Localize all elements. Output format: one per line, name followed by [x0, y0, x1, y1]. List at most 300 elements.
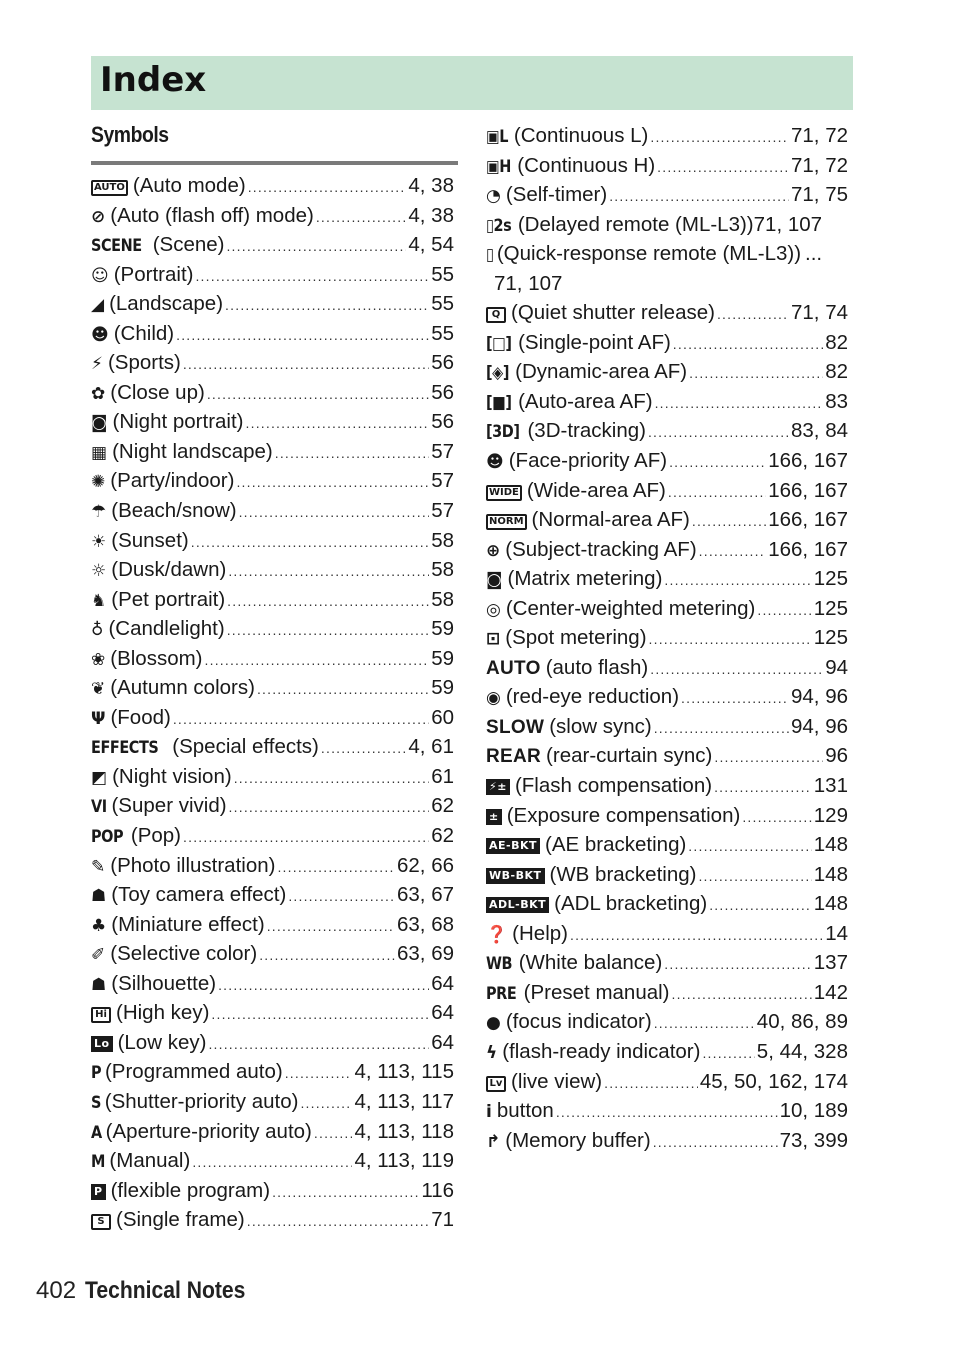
dot-leader	[183, 830, 429, 844]
dusk-dawn-icon: ☼	[91, 561, 107, 582]
dot-leader	[604, 1076, 698, 1090]
entry-label: (Delayed remote (ML-L3))	[517, 212, 754, 236]
index-entry[interactable]	[91, 703, 454, 733]
beach-snow-icon: ☂	[91, 502, 107, 523]
index-entry[interactable]	[486, 1037, 848, 1067]
index-entry[interactable]	[486, 505, 848, 535]
dot-leader	[688, 839, 811, 853]
entry-pages: 166, 167	[768, 478, 848, 502]
entry-label: (Beach/snow)	[111, 499, 237, 523]
dot-leader	[664, 957, 812, 971]
index-entry[interactable]	[91, 732, 454, 762]
entry-label: (red-eye reduction)	[505, 685, 680, 709]
dot-leader	[267, 919, 395, 933]
entry-label: (Flash compensation)	[514, 774, 713, 798]
index-entry[interactable]	[486, 741, 848, 771]
candlelight-icon: ♁	[91, 620, 104, 641]
dot-leader	[714, 750, 823, 764]
index-entry[interactable]	[486, 1007, 848, 1037]
index-entry[interactable]	[486, 948, 848, 978]
entry-pages: 148	[813, 862, 848, 886]
entry-pages: 5, 44, 328	[756, 1039, 848, 1063]
index-entry[interactable]	[91, 260, 454, 290]
flash-compensation-icon: ⚡±	[486, 779, 510, 795]
index-entry[interactable]	[486, 476, 848, 506]
entry-label: (Night landscape)	[112, 439, 273, 463]
entry-pages: 4, 113, 115	[354, 1060, 454, 1084]
blossom-icon: ❀	[91, 649, 106, 670]
entry-label: (White balance)	[518, 951, 663, 975]
index-entry[interactable]	[486, 446, 848, 476]
dot-leader	[714, 780, 812, 794]
index-entry[interactable]	[486, 978, 848, 1008]
index-entry[interactable]	[91, 407, 454, 437]
memory-buffer-icon: ↱	[486, 1131, 501, 1152]
entry-label: (Super vivid)	[111, 794, 227, 818]
entry-label: (Dusk/dawn)	[111, 558, 227, 582]
aperture-priority-icon: A	[91, 1122, 102, 1143]
dot-leader	[218, 978, 429, 992]
entry-pages: 58	[431, 528, 454, 552]
entry-label: (Quick-response remote (ML-L3))	[496, 242, 802, 266]
index-entry[interactable]	[486, 771, 848, 801]
red-eye-reduction-icon: ◉	[486, 688, 501, 709]
index-column-right	[486, 121, 848, 1155]
entry-pages: 57	[431, 469, 454, 493]
dot-leader	[300, 1096, 352, 1110]
index-entry[interactable]	[91, 466, 454, 496]
entry-label: (Sunset)	[111, 528, 189, 552]
index-entry[interactable]	[91, 880, 454, 910]
entry-label: (Preset manual)	[523, 980, 670, 1004]
entry-pages: 57	[431, 439, 454, 463]
dot-leader	[681, 691, 789, 705]
entry-label: (Dynamic-area AF)	[515, 360, 688, 384]
page-title: Index	[100, 60, 207, 100]
dot-leader	[702, 1046, 754, 1060]
index-entry[interactable]	[486, 1096, 848, 1126]
entry-pages: 82	[825, 360, 848, 384]
entry-pages: 4, 38	[408, 174, 454, 197]
index-entry[interactable]	[486, 830, 848, 860]
subject-tracking-af-icon: ⊕	[486, 540, 501, 561]
entry-label: (Candlelight)	[108, 617, 225, 641]
entry-pages: 4, 113, 118	[354, 1119, 454, 1143]
entry-pages: 137	[813, 951, 848, 975]
index-entry[interactable]	[486, 180, 848, 210]
shutter-priority-icon: S	[91, 1092, 101, 1113]
quick-response-remote-icon: ▯	[486, 245, 494, 266]
entry-label: (rear-curtain sync)	[546, 744, 713, 768]
dot-leader	[247, 1214, 429, 1228]
high-key-icon: Hi	[91, 1007, 111, 1023]
entry-pages: 131	[813, 774, 848, 798]
entry-pages: 94	[825, 655, 848, 679]
dot-leader	[648, 425, 789, 439]
sunset-icon: ☀	[91, 531, 107, 552]
index-entry[interactable]	[91, 1117, 454, 1147]
entry-pages: 60	[431, 705, 454, 729]
photo-illustration-icon: ✎	[91, 856, 106, 877]
entry-pages: 71, 107	[753, 212, 823, 236]
party-indoor-icon: ✺	[91, 472, 106, 493]
dot-leader	[709, 898, 812, 912]
index-entry[interactable]	[91, 791, 454, 821]
entry-pages: 45, 50, 162, 174	[699, 1069, 848, 1093]
dot-leader	[655, 396, 824, 410]
dot-leader	[669, 455, 766, 469]
index-entry[interactable]	[91, 1205, 454, 1235]
entry-label: (ADL bracketing)	[554, 892, 708, 916]
index-entry[interactable]	[91, 289, 454, 319]
continuous-low-icon: ▣L	[486, 127, 509, 147]
index-entry[interactable]	[91, 437, 454, 467]
programmed-auto-icon: P	[91, 1063, 102, 1084]
index-entry[interactable]	[91, 585, 454, 615]
dot-leader	[698, 869, 811, 883]
close-up-icon: ✿	[91, 383, 106, 404]
index-entry[interactable]	[486, 653, 848, 683]
section-heading-symbols: Symbols	[91, 122, 169, 147]
night-portrait-icon: ◙	[91, 413, 108, 434]
index-entry[interactable]	[91, 201, 454, 231]
entry-label: (High key)	[116, 1001, 210, 1025]
index-entry[interactable]	[91, 998, 454, 1028]
entry-pages: 73, 399	[779, 1128, 848, 1152]
entry-label: (Special effects)	[172, 735, 319, 759]
entry-label: (flexible program)	[110, 1178, 271, 1202]
entry-pages: 56	[431, 351, 454, 375]
continuous-high-icon: ▣H	[486, 156, 511, 177]
entry-label: (Landscape)	[109, 292, 224, 316]
entry-label: (Selective color)	[110, 942, 258, 966]
entry-pages: 63, 69	[397, 942, 454, 966]
entry-pages: 166, 167	[768, 508, 848, 532]
index-entry[interactable]	[91, 555, 454, 585]
index-entry[interactable]	[91, 644, 454, 674]
entry-pages: 58	[431, 587, 454, 611]
entry-pages: 64	[431, 971, 454, 995]
entry-label: button	[496, 1099, 554, 1123]
index-entry[interactable]	[91, 319, 454, 349]
dot-leader	[208, 1037, 429, 1051]
index-entry[interactable]	[486, 416, 848, 446]
entry-label: (Auto mode)	[132, 174, 246, 197]
low-key-icon: Lo	[91, 1036, 113, 1052]
night-vision-icon: ◩	[91, 767, 108, 788]
dot-leader	[653, 1135, 778, 1149]
entry-label: (Blossom)	[110, 646, 203, 670]
dot-leader	[227, 623, 430, 637]
index-entry[interactable]	[486, 1067, 848, 1097]
auto-area-af-icon: [■]	[486, 392, 512, 413]
dot-leader	[183, 357, 429, 371]
silhouette-icon: ☗	[91, 974, 107, 995]
dot-leader	[717, 307, 789, 321]
index-entry[interactable]	[91, 821, 454, 851]
dot-leader	[699, 544, 767, 558]
entry-pages: 55	[431, 262, 454, 286]
entry-pages: 4, 113, 117	[354, 1089, 454, 1113]
entry-label: (Help)	[512, 921, 568, 945]
dot-leader	[321, 741, 407, 755]
index-entry[interactable]	[91, 526, 454, 556]
night-landscape-icon: ▦	[91, 442, 108, 463]
toy-camera-icon: ☗	[91, 886, 107, 907]
wb-bracketing-icon: WB-BKT	[486, 868, 545, 884]
food-icon: Ψ	[91, 708, 106, 729]
dot-leader	[239, 505, 430, 519]
entry-label: (slow sync)	[549, 714, 652, 738]
index-column-left	[91, 171, 454, 1235]
dot-leader	[742, 810, 811, 824]
entry-label: 71, 107	[494, 271, 563, 295]
wide-area-af-icon: WIDE	[486, 485, 522, 501]
miniature-icon: ♣	[91, 915, 107, 936]
index-entry[interactable]	[91, 614, 454, 644]
index-entry[interactable]	[91, 762, 454, 792]
exposure-compensation-icon: ±	[486, 809, 502, 825]
entry-pages: 57	[431, 499, 454, 523]
entry-pages: 71, 74	[791, 301, 848, 325]
entry-label: (Auto-area AF)	[518, 389, 653, 413]
index-entry[interactable]	[91, 1028, 454, 1058]
index-entry[interactable]	[486, 682, 848, 712]
entry-pages: 64	[431, 1030, 454, 1054]
entry-pages: 125	[813, 626, 848, 650]
index-entry[interactable]	[486, 889, 848, 919]
child-icon: ☻	[91, 324, 109, 345]
entry-label: (WB bracketing)	[549, 862, 697, 886]
entry-label: (Aperture-priority auto)	[105, 1119, 312, 1143]
dot-leader	[275, 446, 429, 460]
entry-label: (Continuous L)	[513, 124, 649, 147]
dot-leader	[689, 366, 823, 380]
entry-label: (Photo illustration)	[110, 853, 276, 877]
entry-pages: 4, 54	[408, 233, 454, 257]
flexible-program-icon: P	[91, 1184, 106, 1200]
index-entry[interactable]	[486, 623, 848, 653]
entry-pages: 63, 68	[397, 912, 454, 936]
entry-label: (AE bracketing)	[545, 833, 687, 857]
entry-pages: 62, 66	[397, 853, 454, 877]
entry-label: (live view)	[511, 1069, 603, 1093]
entry-label: (Manual)	[109, 1149, 191, 1173]
spot-metering-icon: ⊡	[486, 629, 501, 650]
entry-pages: 4, 61	[408, 735, 454, 759]
scene-icon: SCENE	[91, 236, 142, 257]
effects-icon: EFFECTS	[91, 738, 159, 759]
center-weighted-metering-icon: ◎	[486, 599, 501, 620]
matrix-metering-icon: ◙	[486, 570, 503, 591]
dot-leader	[657, 160, 789, 174]
index-entry[interactable]	[486, 860, 848, 890]
i-button-icon: i	[486, 1102, 492, 1123]
entry-label: (Continuous H)	[517, 153, 656, 177]
entry-label: (Spot metering)	[505, 626, 647, 650]
index-entry[interactable]	[486, 269, 848, 299]
index-title-bar	[91, 56, 853, 110]
entry-label: (Shutter-priority auto)	[104, 1089, 299, 1113]
entry-label: (Pet portrait)	[111, 587, 226, 611]
entry-pages: 125	[813, 596, 848, 620]
heading-rule	[91, 161, 458, 165]
dot-leader	[246, 416, 430, 430]
index-entry[interactable]	[91, 1176, 454, 1206]
index-entry[interactable]	[486, 239, 848, 269]
entry-pages: 94, 96	[791, 685, 848, 709]
entry-label: (Toy camera effect)	[111, 883, 287, 907]
index-entry[interactable]	[486, 712, 848, 742]
pop-icon: POP	[91, 827, 124, 848]
index-entry[interactable]	[91, 496, 454, 526]
dot-leader	[234, 771, 430, 785]
index-entry[interactable]	[486, 328, 848, 358]
index-entry[interactable]	[486, 564, 848, 594]
help-icon: ❓	[486, 924, 508, 945]
index-entry[interactable]	[486, 387, 848, 417]
landscape-icon: ◢	[91, 295, 105, 316]
index-entry[interactable]	[91, 673, 454, 703]
dynamic-area-af-icon: [◈]	[486, 363, 510, 384]
dot-leader	[650, 662, 823, 676]
index-entry[interactable]	[91, 1087, 454, 1117]
index-entry[interactable]	[486, 1126, 848, 1156]
dot-leader	[236, 475, 429, 489]
entry-label: (Silhouette)	[111, 971, 217, 995]
single-point-af-icon: [□]	[486, 333, 512, 354]
index-entry[interactable]	[486, 357, 848, 387]
portrait-icon: ☺	[91, 265, 109, 286]
dot-leader	[649, 632, 812, 646]
entry-label: (Normal-area AF)	[531, 508, 690, 532]
index-entry[interactable]	[91, 230, 454, 260]
entry-pages: 71, 72	[791, 153, 848, 177]
index-entry[interactable]	[486, 151, 848, 181]
index-entry[interactable]	[91, 378, 454, 408]
entry-pages: 10, 189	[779, 1099, 848, 1123]
dot-leader	[673, 337, 823, 351]
flash-ready-icon: ϟ	[486, 1042, 498, 1063]
dot-leader	[226, 239, 406, 253]
entry-label: (Face-priority AF)	[508, 449, 668, 473]
entry-continuation-mark: ...	[805, 242, 823, 266]
dot-leader	[650, 130, 789, 144]
index-entry[interactable]	[91, 1057, 454, 1087]
index-entry[interactable]	[91, 969, 454, 999]
entry-label: (Close up)	[110, 380, 205, 404]
entry-label: (Night portrait)	[112, 410, 244, 434]
index-entry[interactable]	[486, 594, 848, 624]
dot-leader	[277, 860, 395, 874]
face-priority-af-icon: ☻	[486, 452, 504, 473]
dot-leader	[654, 1016, 755, 1030]
3d-tracking-icon: [3D]	[486, 422, 520, 443]
entry-pages: 148	[813, 892, 848, 916]
entry-pages: 83	[825, 389, 848, 413]
autumn-colors-icon: ❦	[91, 679, 106, 700]
entry-label: (Single frame)	[116, 1208, 245, 1232]
auto-mode-icon: AUTO	[91, 180, 128, 196]
entry-pages: 4, 113, 119	[354, 1149, 454, 1173]
page-footer	[36, 1277, 267, 1305]
entry-pages: 71, 75	[791, 183, 848, 207]
entry-pages: 148	[813, 833, 848, 857]
entry-label: (flash-ready indicator)	[502, 1039, 701, 1063]
index-entry[interactable]	[91, 1146, 454, 1176]
index-entry[interactable]	[91, 851, 454, 881]
entry-pages: 59	[431, 646, 454, 670]
entry-label: (Subject-tracking AF)	[505, 537, 697, 561]
entry-pages: 83, 84	[791, 419, 848, 443]
entry-pages: 63, 67	[397, 883, 454, 907]
entry-pages: 82	[825, 330, 848, 354]
entry-pages: 59	[431, 617, 454, 641]
dot-leader	[229, 800, 430, 814]
dot-leader	[195, 269, 429, 283]
entry-label: (Sports)	[107, 351, 181, 375]
entry-label: (Single-point AF)	[518, 330, 671, 354]
focus-indicator-icon: ●	[486, 1013, 501, 1034]
dot-leader	[288, 889, 395, 903]
dot-leader	[314, 1126, 353, 1140]
entry-pages: 166, 167	[768, 449, 848, 473]
entry-label: (Miniature effect)	[111, 912, 265, 936]
entry-pages: 61	[431, 764, 454, 788]
entry-label: (Memory buffer)	[505, 1128, 651, 1152]
entry-pages: 96	[825, 744, 848, 768]
flash-off-icon: ⊘	[91, 206, 106, 227]
index-entry[interactable]	[91, 348, 454, 378]
entry-pages: 166, 167	[768, 537, 848, 561]
entry-pages: 55	[431, 321, 454, 345]
quiet-shutter-icon: Q	[486, 307, 506, 323]
index-entry[interactable]	[486, 801, 848, 831]
dot-leader	[654, 721, 789, 735]
live-view-icon: Lv	[486, 1076, 506, 1092]
entry-label: (Autumn colors)	[110, 676, 255, 700]
index-entry[interactable]	[91, 171, 454, 201]
dot-leader	[205, 653, 430, 667]
delayed-remote-icon: ▯2s	[486, 215, 512, 236]
dot-leader	[225, 298, 429, 312]
dot-leader	[211, 1007, 429, 1021]
entry-label: (Auto (flash off) mode)	[110, 203, 314, 227]
slow-sync-icon: SLOW	[486, 716, 545, 738]
adl-bracketing-icon: ADL-BKT	[486, 897, 549, 913]
index-entry[interactable]	[91, 910, 454, 940]
entry-pages: 56	[431, 410, 454, 434]
entry-label: (focus indicator)	[505, 1010, 652, 1034]
entry-pages: 125	[813, 567, 848, 591]
entry-pages: 56	[431, 380, 454, 404]
manual-icon: M	[91, 1152, 105, 1173]
dot-leader	[173, 712, 429, 726]
dot-leader	[285, 1066, 353, 1080]
white-balance-icon: WB	[486, 954, 513, 975]
dot-leader	[228, 564, 429, 578]
dot-leader	[316, 210, 407, 224]
index-entry[interactable]	[486, 210, 848, 240]
entry-label: (Matrix metering)	[507, 567, 663, 591]
index-entry[interactable]	[91, 939, 454, 969]
index-entry[interactable]	[486, 919, 848, 949]
index-entry[interactable]	[486, 121, 848, 151]
entry-label: (Low key)	[117, 1030, 207, 1054]
index-entry[interactable]	[486, 298, 848, 328]
index-entry[interactable]	[486, 535, 848, 565]
dot-leader	[757, 603, 811, 617]
